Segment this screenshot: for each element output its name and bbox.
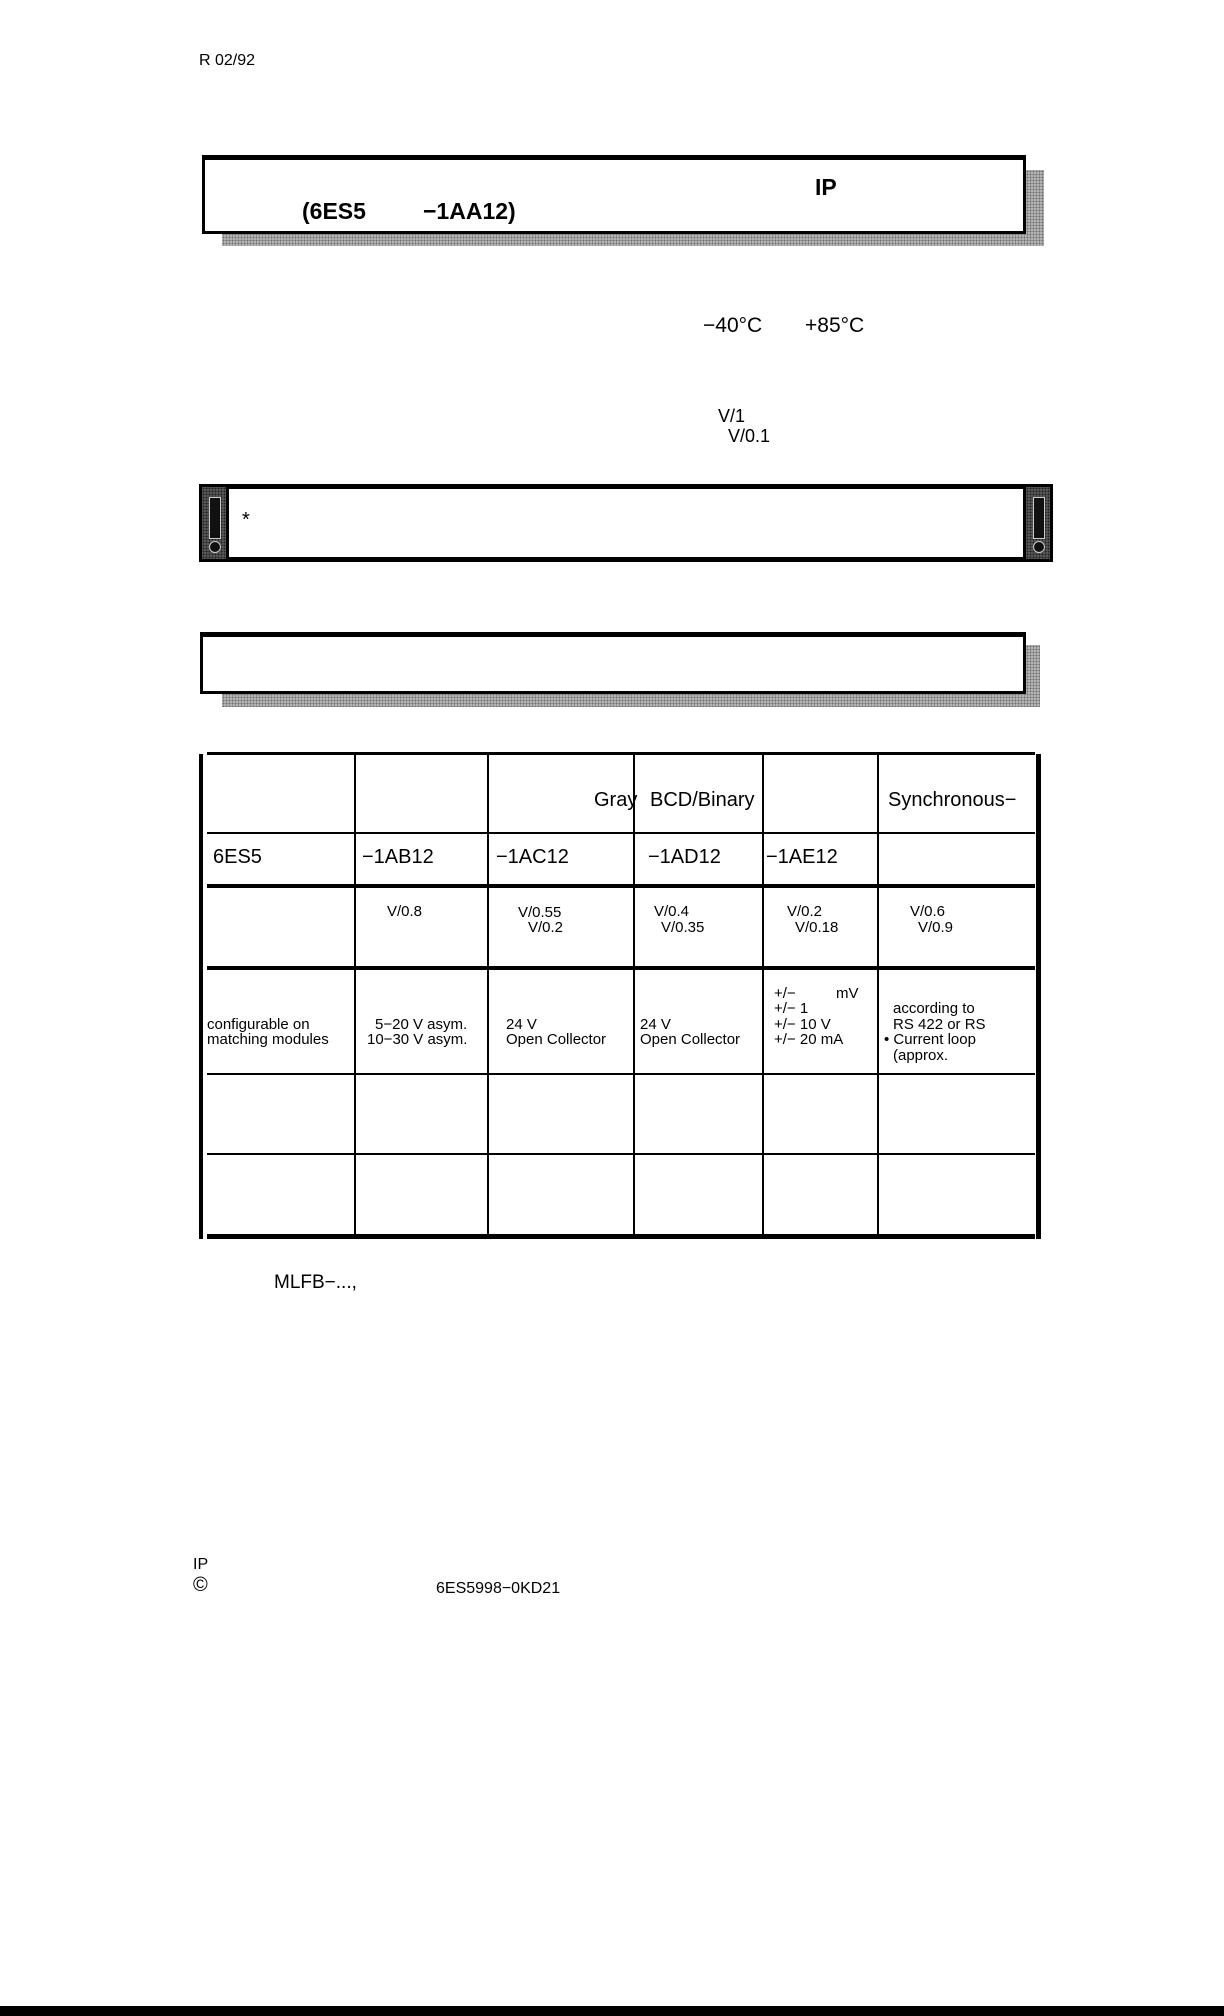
- signal-1ac12-line1: 24 V: [506, 1016, 537, 1033]
- rating-1: V/1: [718, 406, 746, 426]
- bottom-border: [0, 2006, 1224, 2016]
- section-heading-box: [202, 155, 1026, 234]
- signal-sync-line1: according to: [893, 1000, 975, 1017]
- order-1ad12-cell: −1AD12: [648, 846, 721, 868]
- header-bcd-binary: BCD/Binary: [650, 789, 755, 811]
- consumption-1ad12-line2: V/0.35: [661, 919, 705, 936]
- warning-band: [199, 484, 1053, 562]
- exclamation-icon: [1033, 497, 1045, 539]
- order-1ab12-cell: −1AB12: [362, 846, 434, 868]
- heading-title: IP: [815, 174, 837, 200]
- consumption-1ae12-line2: V/0.18: [795, 919, 839, 936]
- footer-product: IP: [193, 1556, 209, 1573]
- temperature-low: −40°C: [703, 314, 763, 337]
- temperature-high: +85°C: [805, 314, 865, 337]
- signal-sync-line4: (approx.: [893, 1047, 949, 1064]
- consumption-sync-line1: V/0.6: [910, 903, 946, 920]
- signal-1ae12-line4: +/− 20 mA: [774, 1031, 844, 1048]
- consumption-1ab12: V/0.8: [387, 903, 423, 920]
- order-1ac12-cell: −1AC12: [496, 846, 569, 868]
- second-heading-box: [200, 632, 1026, 694]
- signal-1ae12-line1: +/−: [774, 985, 796, 1002]
- consumption-sync-line2: V/0.9: [918, 919, 954, 936]
- consumption-1ac12-line1: V/0.55: [518, 904, 562, 921]
- revision-label: R 02/92: [199, 52, 256, 69]
- warning-icon-left: [199, 484, 229, 562]
- signal-configurable-line2: matching modules: [207, 1031, 329, 1048]
- rating-2: V/0.1: [728, 426, 771, 446]
- header-synchronous: Synchronous−: [888, 789, 1017, 811]
- signal-sync-line2: RS 422 or RS: [893, 1016, 986, 1033]
- copyright-icon: ©: [193, 1574, 208, 1596]
- signal-configurable-line1: configurable on: [207, 1016, 310, 1033]
- warning-icon-right: [1023, 484, 1053, 562]
- signal-1ac12-line2: Open Collector: [506, 1031, 607, 1048]
- header-gray: Gray: [594, 789, 638, 811]
- signal-1ab12-line2: 10−30 V asym.: [367, 1031, 468, 1048]
- signal-1ab12-line1: 5−20 V asym.: [375, 1016, 468, 1033]
- consumption-1ae12-line1: V/0.2: [787, 903, 823, 920]
- consumption-1ad12-line1: V/0.4: [654, 903, 690, 920]
- warning-marker: *: [242, 509, 250, 531]
- heading-order-prefix: (6ES5: [302, 198, 366, 224]
- heading-order-suffix: −1AA12): [423, 198, 516, 224]
- order-1ae12-cell: −1AE12: [766, 846, 838, 868]
- consumption-1ac12-line2: V/0.2: [528, 919, 564, 936]
- footnote: MLFB−...,: [274, 1272, 357, 1293]
- exclamation-icon: [209, 497, 221, 539]
- signal-1ae12-line3: +/− 10 V: [774, 1016, 831, 1033]
- signal-1ae12-unit: mV: [836, 985, 859, 1002]
- signal-1ae12-line2: +/− 1: [774, 1000, 809, 1017]
- order-prefix-cell: 6ES5: [213, 846, 262, 868]
- signal-sync-line3: • Current loop: [884, 1031, 976, 1048]
- signal-1ad12-line2: Open Collector: [640, 1031, 741, 1048]
- footer-order-number: 6ES5998−0KD21: [436, 1580, 561, 1597]
- signal-1ad12-line1: 24 V: [640, 1016, 671, 1033]
